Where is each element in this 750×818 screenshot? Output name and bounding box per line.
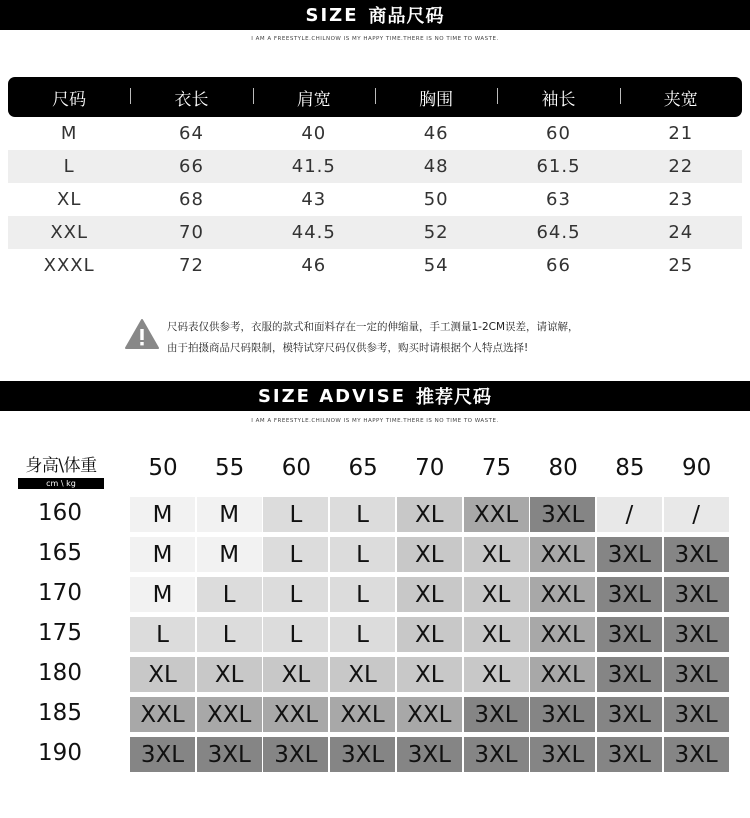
recommended-size-cell: 3XL [397,737,462,772]
recommended-size-cell: 3XL [464,737,529,772]
recommended-size-cell: XL [197,657,262,692]
size-table-header [8,77,742,117]
height-label: 185 [38,700,82,726]
size-table-cell: 66 [179,156,204,177]
recommended-size-cell: XL [130,657,195,692]
header-chest: 胸围 [375,85,497,110]
header-sleeve: 袖长 [497,85,619,110]
recommended-size-cell: 3XL [664,537,729,572]
size-table-row [8,150,742,183]
size-table-cell: 46 [301,255,327,276]
recommended-size-cell: M [130,497,195,532]
size-table-cell: 21 [668,123,694,144]
recommended-size-cell: XXL [397,697,462,732]
size-table-cell: 60 [546,123,571,144]
size-banner [0,0,750,30]
notice-line-2: 由于拍摄商品尺码限制，模特试穿尺码仅供参考，购买时请根据个人特点选择! [167,342,529,354]
recommended-size-cell: XXL [197,697,262,732]
advise-banner-title-cn: 推荐尺码 [416,387,493,408]
recommended-size-cell: 3XL [664,737,729,772]
recommended-size-cell: 3XL [597,697,662,732]
weight-label: 85 [615,455,645,481]
recommended-size-cell: XL [464,537,529,572]
recommended-size-cell: / [664,497,729,532]
recommended-size-cell: L [330,497,395,532]
size-table-cell: XXL [50,222,89,243]
recommended-size-cell: 3XL [530,737,595,772]
recommended-size-cell: XXL [530,617,595,652]
recommended-size-cell: 3XL [330,737,395,772]
recommended-size-cell: XL [397,537,462,572]
size-table-cell: 41.5 [291,156,336,177]
size-table-row [8,216,742,249]
size-table-cell: 46 [423,123,449,144]
tagline-1: I AM A FREESTYLE.CHILNOW IS MY HAPPY TIME.THERE IS NO TIME TO WASTE. [251,36,499,42]
recommended-size-cell: 3XL [263,737,328,772]
recommended-size-cell: XL [397,617,462,652]
size-table-cell: 64 [179,123,204,144]
size-table-cell: 44.5 [291,222,336,243]
recommended-size-cell: XL [397,657,462,692]
recommended-size-cell: XL [397,497,462,532]
recommended-size-cell: L [330,537,395,572]
weight-label: 90 [681,455,712,481]
size-table-cell: L [63,156,75,177]
size-table-row [8,183,742,216]
corner-height-weight: 身高\体重 [25,456,97,476]
height-label: 175 [38,620,82,646]
weight-label: 80 [548,455,578,481]
recommended-size-cell: 3XL [664,697,729,732]
recommended-size-cell: XXL [130,697,195,732]
recommended-size-cell: XXL [330,697,395,732]
recommended-size-cell: L [197,577,262,612]
advise-banner [0,381,750,411]
recommended-size-cell: 3XL [597,617,662,652]
size-table-cell: 25 [668,255,694,276]
size-table-cell: 23 [668,189,694,210]
size-table-cell: 43 [301,189,327,210]
recommended-size-cell: 3XL [464,697,529,732]
recommended-size-cell: XL [397,577,462,612]
weight-label: 50 [148,455,178,481]
recommended-size-cell: M [197,537,262,572]
weight-label: 65 [348,455,378,481]
recommended-size-cell: L [130,617,195,652]
header-size: 尺码 [52,89,87,110]
recommended-size-cell: 3XL [530,497,595,532]
recommended-size-cell: XL [330,657,395,692]
notice-line-1: 尺码表仅供参考，衣服的款式和面料存在一定的伸缩量，手工测量1-2CM误差，请谅解， [167,321,579,333]
height-label: 180 [38,660,82,686]
recommended-size-cell: 3XL [664,577,729,612]
recommended-size-cell: XXL [263,697,328,732]
size-table-cell: 48 [423,156,449,177]
recommended-size-cell: XL [464,657,529,692]
height-label: 170 [38,580,82,606]
size-table-cell: 64.5 [536,222,581,243]
recommended-size-cell: 3XL [130,737,195,772]
size-table-cell: 50 [423,189,449,210]
size-table-cell: XL [56,189,82,210]
recommended-size-cell: L [197,617,262,652]
recommended-size-cell: L [330,577,395,612]
recommended-size-cell: L [263,577,328,612]
recommended-size-cell: 3XL [597,657,662,692]
recommended-size-cell: L [263,497,328,532]
recommended-size-cell: XXL [530,537,595,572]
size-table-cell: 66 [546,255,571,276]
size-table-cell: M [60,123,78,144]
advise-corner-label [18,451,104,489]
size-table-row [8,117,742,150]
recommended-size-cell: XL [263,657,328,692]
height-label: 190 [38,740,82,766]
header-shoulder: 肩宽 [253,85,375,110]
size-banner-title-cn: 商品尺码 [368,6,445,27]
recommended-size-cell: / [597,497,662,532]
recommended-size-cell: L [263,537,328,572]
size-table-cell: 63 [546,189,571,210]
size-table-cell: 22 [668,156,694,177]
size-table-cell: 70 [179,222,204,243]
size-table-cell: 40 [301,123,327,144]
corner-units: cm \ kg [18,478,104,489]
recommended-size-cell: 3XL [197,737,262,772]
size-table-cell: 72 [179,255,204,276]
recommended-size-cell: 3XL [597,537,662,572]
size-banner-title-en: SIZE [305,4,359,26]
recommended-size-cell: M [130,537,195,572]
size-table-cell: 52 [423,222,449,243]
recommended-size-cell: 3XL [664,617,729,652]
size-table-row [8,249,742,282]
weight-label: 55 [215,455,245,481]
recommended-size-cell: XL [464,577,529,612]
recommended-size-cell: 3XL [597,737,662,772]
size-table-cell: 24 [668,222,694,243]
height-label: 160 [38,500,82,526]
recommended-size-cell: 3XL [530,697,595,732]
recommended-size-cell: XXL [530,577,595,612]
size-table-cell: 54 [423,255,449,276]
recommended-size-cell: L [263,617,328,652]
recommended-size-cell: XL [464,617,529,652]
weight-label: 75 [481,455,512,481]
weight-label: 70 [415,455,445,481]
recommended-size-cell: XXL [530,657,595,692]
recommended-size-cell: L [330,617,395,652]
recommended-size-cell: M [197,497,262,532]
tagline-2: I AM A FREESTYLE.CHILNOW IS MY HAPPY TIME.THERE IS NO TIME TO WASTE. [251,418,499,424]
size-table-cell: XXXL [43,255,95,276]
weight-label: 60 [281,455,312,481]
header-armhole: 夹宽 [620,85,742,110]
advise-banner-title-en: SIZE ADVISE [257,385,407,407]
size-table-cell: 61.5 [536,156,581,177]
size-table [8,77,742,282]
header-length: 衣长 [130,85,252,110]
size-table-cell: 68 [179,189,204,210]
recommended-size-cell: M [130,577,195,612]
recommended-size-cell: 3XL [597,577,662,612]
recommended-size-cell: XXL [464,497,529,532]
height-label: 165 [38,540,82,566]
recommended-size-cell: 3XL [664,657,729,692]
warning-triangle-icon [125,318,159,350]
